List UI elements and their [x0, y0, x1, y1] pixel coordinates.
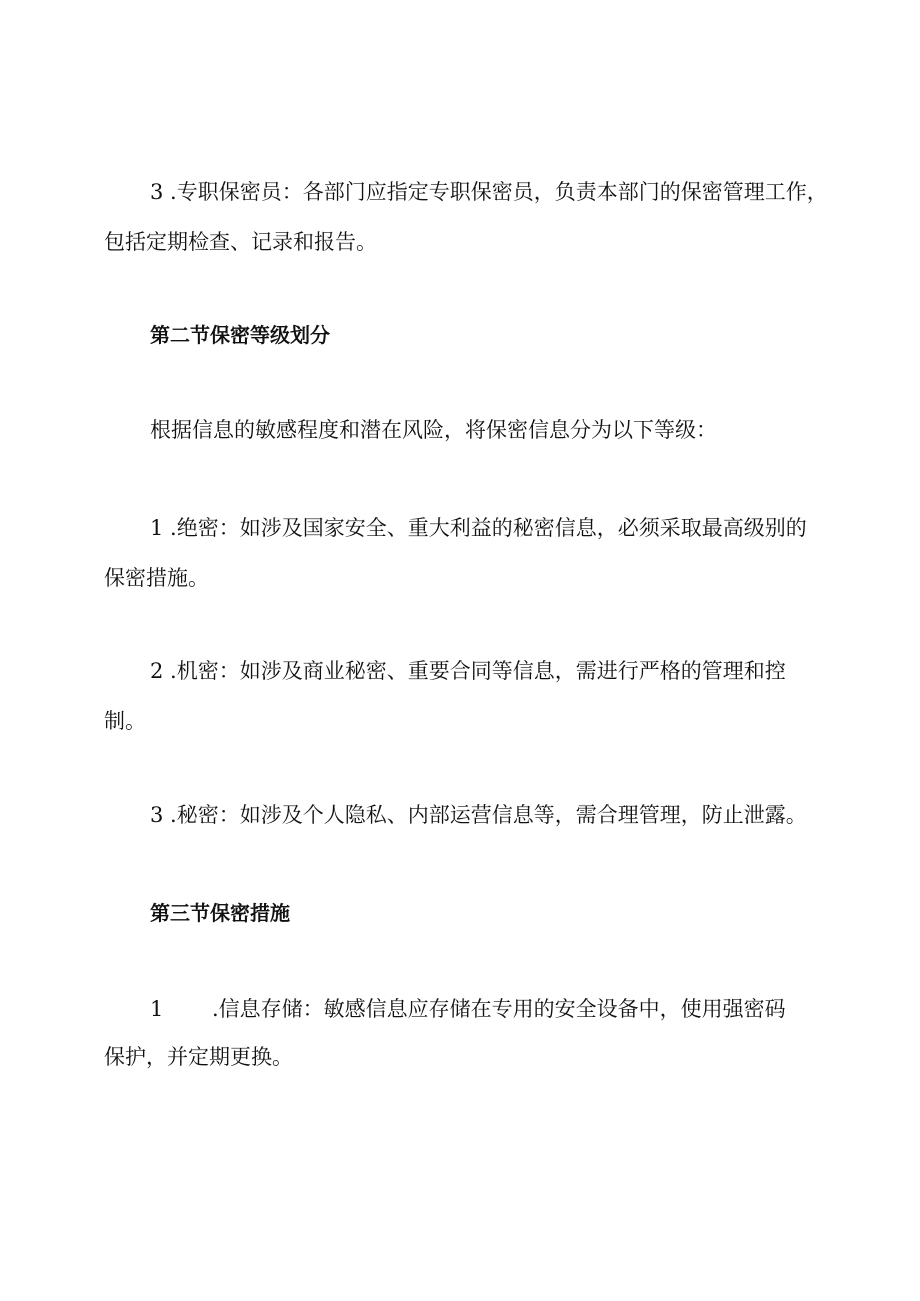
paragraph-staff-line1: [150, 177, 850, 207]
item-number: 1: [150, 997, 164, 1021]
paragraph-text: .专职保密员：各部门应指定专职保密员，负责本部门的保密管理工作，: [163, 180, 828, 204]
list-item-2-line1: [150, 656, 850, 686]
measure-item-1-line2: 保护，并定期更换。: [104, 1045, 293, 1069]
list-item-1-line1: [150, 513, 850, 543]
list-item-2-line2: 制。: [104, 709, 146, 733]
list-item-3: [150, 800, 850, 830]
measure-item-text: .信息存储：敏感信息应存储在专用的安全设备中，使用强密码: [212, 997, 786, 1021]
measure-item-1-line1: [150, 994, 850, 1024]
section-heading-2: 第二节保密等级划分: [150, 323, 330, 347]
list-item-1-line2: 保密措施。: [104, 566, 209, 590]
list-item-text: .秘密：如涉及个人隐私、内部运营信息等，需合理管理，防止泄露。: [163, 803, 807, 827]
item-number: 3: [150, 180, 164, 204]
item-number: 1: [150, 516, 164, 540]
list-item-text: .绝密：如涉及国家安全、重大利益的秘密信息，必须采取最高级别的: [163, 516, 807, 540]
paragraph-staff-line2: 包括定期检查、记录和报告。: [104, 230, 377, 254]
section-heading-3: 第三节保密措施: [150, 901, 290, 925]
list-item-text: .机密：如涉及商业秘密、重要合同等信息，需进行严格的管理和控: [163, 659, 786, 683]
intro-paragraph: 根据信息的敏感程度和潜在风险，将保密信息分为以下等级：: [150, 418, 717, 442]
item-number: 3: [150, 803, 164, 827]
item-number: 2: [150, 659, 164, 683]
